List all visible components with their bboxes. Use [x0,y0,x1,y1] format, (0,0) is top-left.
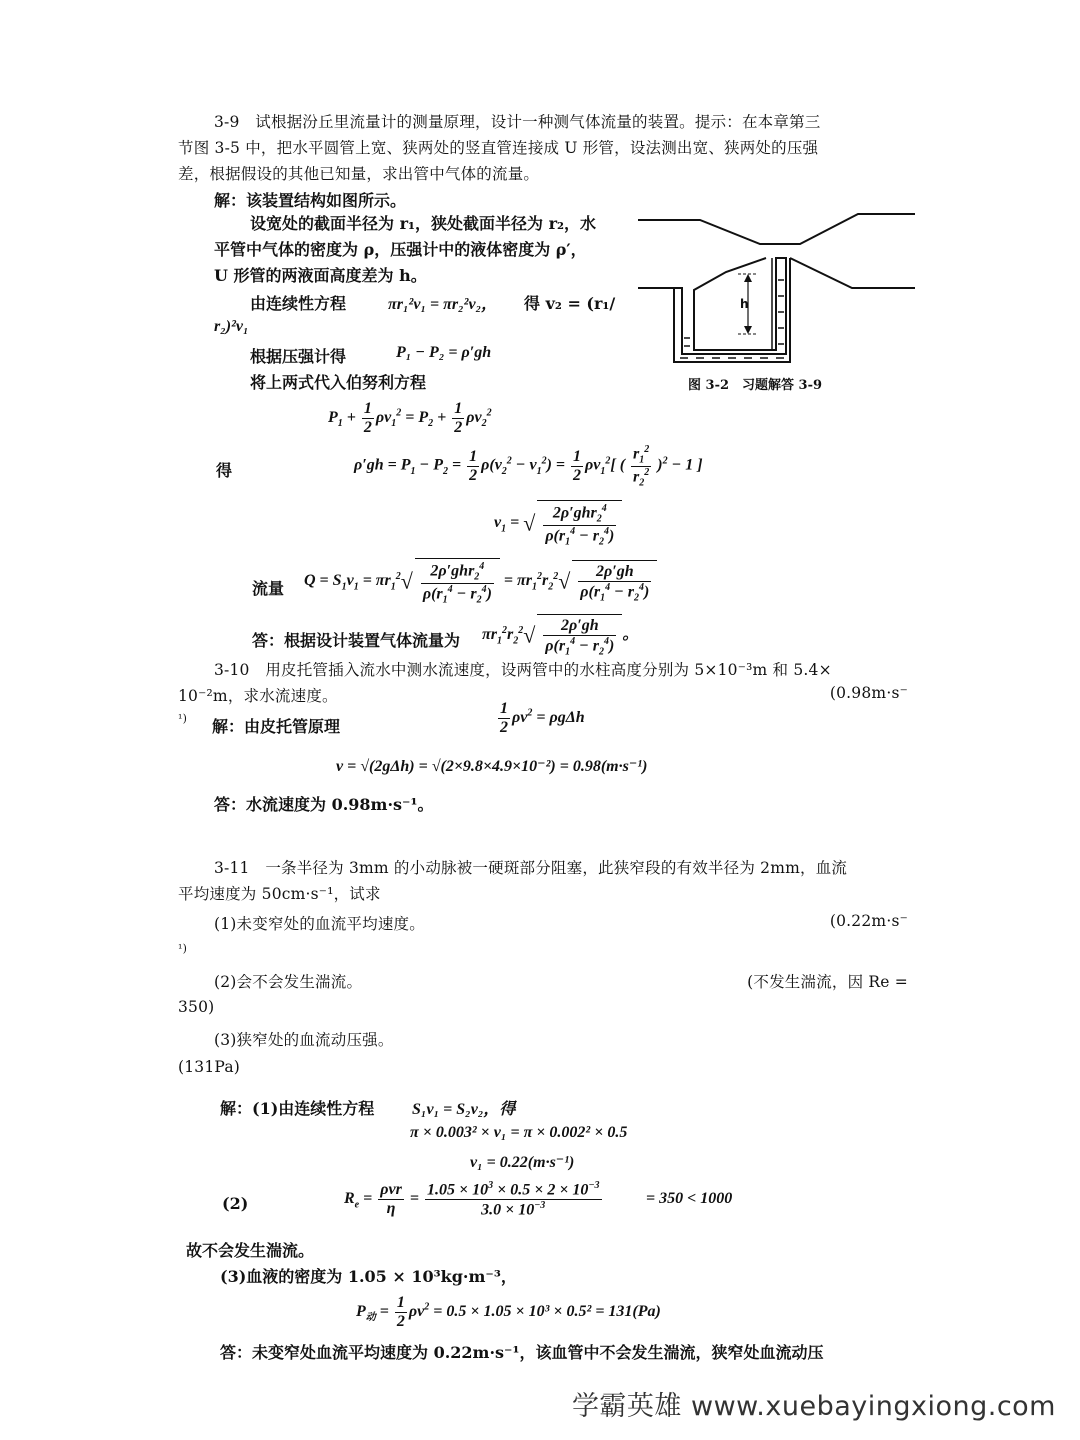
watermark-text: 学霸英雄 www.xuebayingxiong.com [571,1391,1056,1422]
figure-caption: 图 3-2 习题解答 3-9 [688,378,823,393]
q311-reynolds-eq: $R_e$ = $\frac{\text{ρvr}}{\eta}$ = $\frac{1.05 \times 10^3 \times 0.5 \times 2 \times 10^{-3}}{3.0 \times 10^{-3}}$ [344,1180,600,1219]
q310-solution-label: 解：由皮托管原理 [212,717,341,736]
q311-answer: 答：未变窄处血流平均速度为 0.22m·s⁻¹，该血管中不会发生湍流，狭窄处血流动压 [220,1343,824,1362]
q39-continuity-result-cont: r₂)²v₁ [214,318,249,335]
q311-part1: (1)未变窄处的血流平均速度。 [214,915,425,933]
q39-de-label: 得 [216,461,233,480]
q39-flow-label: 流量 [252,579,285,598]
q311-part2: (2)会不会发生湍流。 [214,973,363,991]
q311-part2-answer: (不发生湍流，因 Re = [747,973,908,991]
q311-part1-answer: (0.22m·s⁻ [829,912,908,930]
q39-continuity-label: 由连续性方程 [250,294,347,313]
q39-line3: 差，根据假设的其他已知量，求出管中气体的流量。 [178,165,540,183]
q39-continuity-eq: πr₁²v₁ = πr₂²v₂， [388,296,498,313]
q310-pitot-eq: $\frac{1}{2}$ $\rho v^2 = \rho g\Delta h$ [500,700,585,736]
q311-sol2-label: (2) [222,1194,249,1213]
q39-solution-intro: 解：该装置结构如图所示。 [214,191,407,210]
q310-line2: 10⁻²m，求水流速度。 [178,687,338,705]
q311-part2-answer-cont: 350) [178,998,215,1016]
q311-part1-answer-cont: ¹) [178,942,188,955]
q39-pressure-eq: P₁ − P₂ = ρ′gh [396,344,492,361]
q39-assume2: 平管中气体的密度为 ρ，压强计中的液体密度为 ρ′， [214,240,587,259]
q310-answer-hint: (0.98m·s⁻ [829,684,908,702]
q39-v1-eq: $v_1$ = √ $\frac{2\rho'ghr_2^4}{\rho(r_1^4 - r_2^4)}$ [494,500,622,547]
q311-sol3-label: (3)血液的密度为 1.05 × 10³kg·m⁻³， [220,1267,517,1286]
venturi-u-tube-figure [630,200,920,400]
q310-answer: 答：水流速度为 0.98m·s⁻¹。 [214,795,434,814]
q311-dynamic-pressure-eq: $P_动$ = $\frac{1}{2}$ $\rho v^2 = 0.5 \times 1.05 \times 10^3 \times 0.5^2 = 131(Pa)$ [356,1294,661,1330]
q39-line1: 3-9 试根据汾丘里流量计的测量原理，设计一种测气体流量的装置。提示：在本章第三 [214,113,821,131]
q311-part3: (3)狭窄处的血流动压强。 [214,1031,394,1049]
q310-v-eq: v = √(2gΔh) = √(2×9.8×4.9×10⁻²) = 0.98(m·s⁻¹) [336,758,648,775]
q39-assume3: U 形管的两液面高度差为 h。 [214,266,427,285]
q311-line1: 3-11 一条半径为 3mm 的小动脉被一硬斑部分阻塞，此狭窄段的有效半径为 2mm，血流 [214,859,848,877]
watermark-footer [0,1384,1080,1440]
q39-substitute: 将上两式代入伯努利方程 [250,373,427,392]
q311-sol2-conclusion: 故不会发生湍流。 [186,1241,315,1260]
q311-sol1-eq2: π × 0.003² × v₁ = π × 0.002² × 0.5 [410,1124,628,1141]
q310-line1: 3-10 用皮托管插入流水中测水流速度，设两管中的水柱高度分别为 5×10⁻³m 和 5.4× [214,661,832,679]
q310-answer-hint-cont: ¹) [178,712,188,725]
q311-line2: 平均速度为 50cm·s⁻¹，试求 [178,885,381,903]
q311-dynamic-pressure-result: = 0.5 × 1.05 × 10³ × 0.5² = 131(Pa) [433,1302,661,1320]
q311-reynolds-result: = 350 < 1000 [646,1190,733,1207]
q39-flow-eq: $Q = S_1v_1 = \pi r_1^2√$ $\frac{2\rho'ghr_2^4}{\rho(r_1^4 - r_2^4)}$ = $\pi r_1^2r_2^2√$ $\frac{2\rho'gh}{\rho(r_1^4 - r_2^4)}$ [304,558,657,605]
q39-answer: 答：根据设计装置气体流量为 [252,631,461,650]
q311-part3-answer: (131Pa) [178,1058,241,1076]
q39-line2: 节图 3-5 中，把水平圆管上宽、狭两处的竖直管连接成 U 形管，设法测出宽、狭两处的压强 [178,139,819,157]
q39-pressure-label: 根据压强计得 [250,347,347,366]
q311-sol1-label: 解：(1)由连续性方程 [220,1099,375,1118]
q39-continuity-result: 得 v₂ = (r₁/ [524,294,616,313]
q39-answer-eq: $\pi r_1^2r_2^2√$ $\frac{2\rho'gh}{\rho(r_1^4 - r_2^4)}$ 。 [482,614,638,657]
q39-assume1: 设宽处的截面半径为 r₁，狭处截面半径为 r₂，水 [250,214,597,233]
figure-h-label: h [740,297,749,311]
q311-sol1-eq: S₁v₁ = S₂v₂，得 [412,1101,516,1118]
q39-derived-eq: $\rho'gh = P_1 - P_2$ = $\frac{1}{2}$ $\rho(v_2^2 - v_1^2)$ = $\frac{1}{2}$ $\rho v_1^2$[ ( $\frac{r_1^2}{r_2^2}$ )$^2$ − 1 ] [354,444,703,489]
q311-sol1-eq3: v₁ = 0.22(m·s⁻¹) [470,1154,575,1171]
q39-bernoulli-eq: $P_1$ + $\frac{1}{2}$ $\rho v_1^2 = P_2$ + $\frac{1}{2}$ $\rho v_2^2$ [328,400,492,436]
